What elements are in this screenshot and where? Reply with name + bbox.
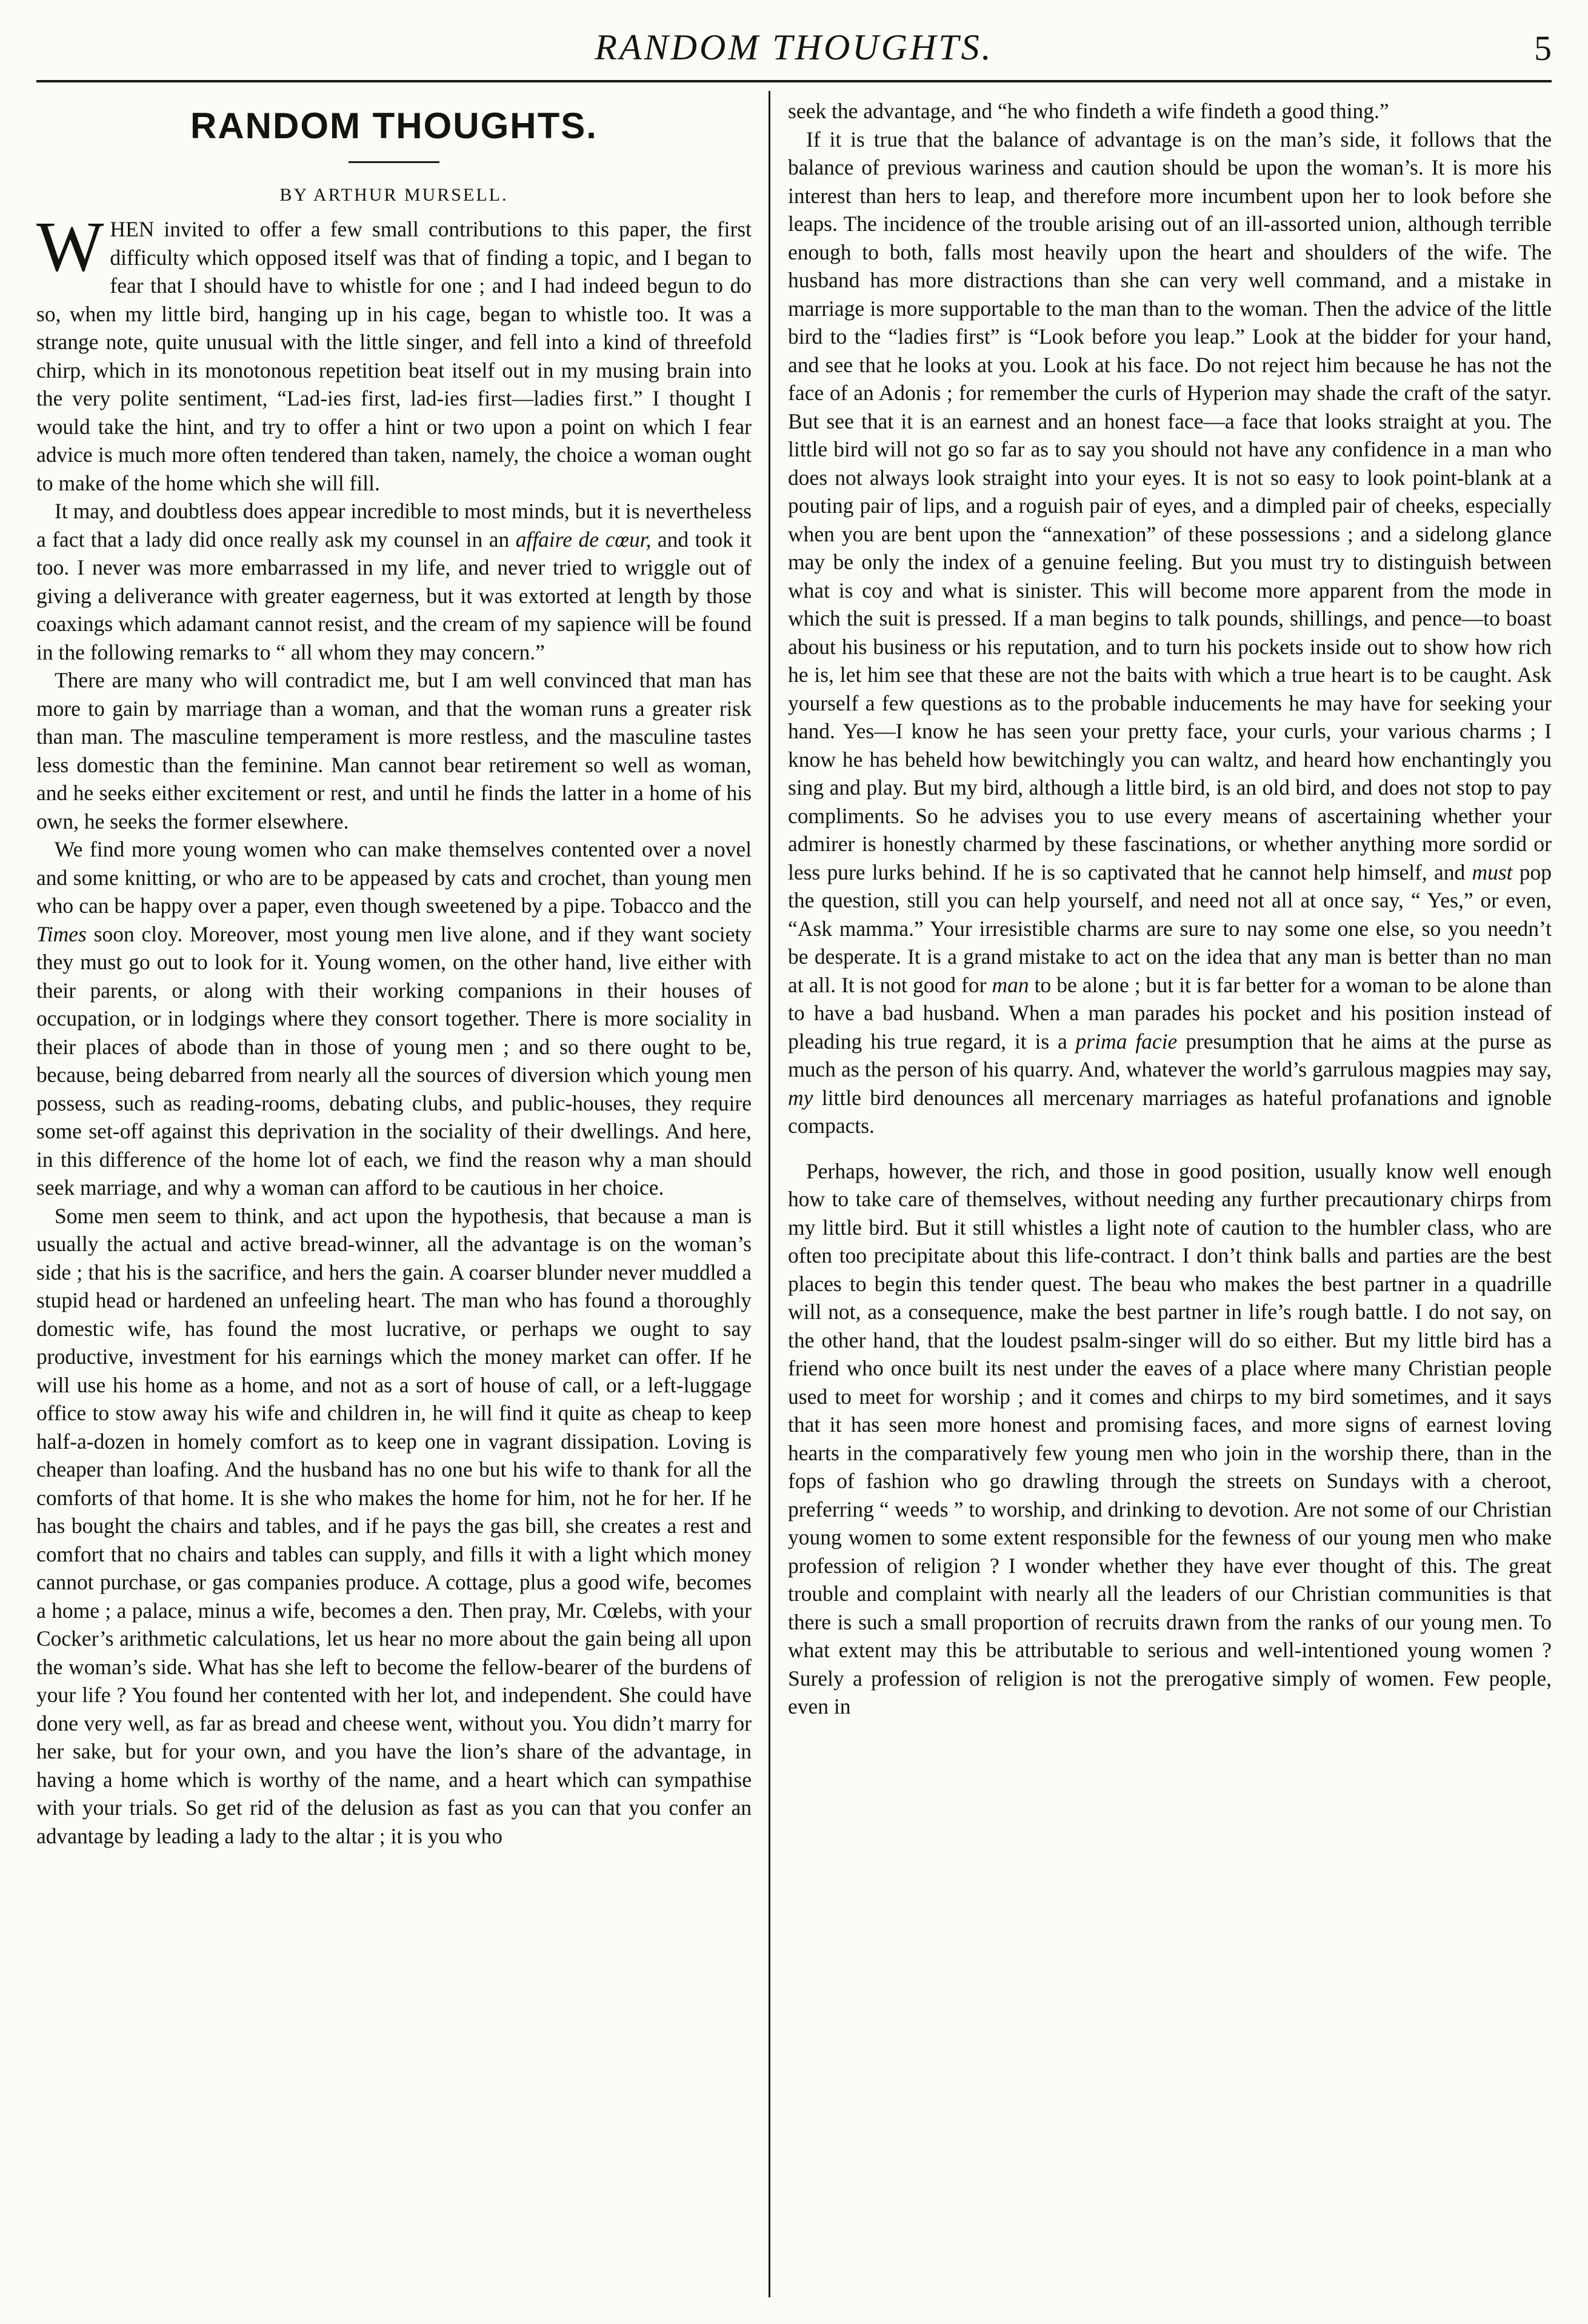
paragraph-7-text-d: presumption that he aims at the purse as much as the person of his quarry. And, whatever the world’s garrulous magpies may say, xyxy=(788,1029,1552,1081)
paragraph-4-text-b: soon cloy. Moreover, most young men live alone, and if they want society they must go out to look for it. Young women, on the other hand, live either with their parents, or along with their working companions in their houses of occupation, or in lodgings where they consort together. There is more sociality in their places of abode than in those of young men ; and so there ought to be, because, being debarred from nearly all the sources of diversion which young men possess, such as reading-rooms, debating clubs, and public-houses, they require some set-off against this deprivation in the sociality of their dwellings. And here, in this difference of the home lot of each, we find the reason why a man should seek marriage, and why a woman can afford to be cautious in her choice. xyxy=(36,921,752,1200)
paragraph-4 xyxy=(36,835,752,1202)
left-column xyxy=(36,97,752,2285)
paragraph-7-italic-4: my xyxy=(788,1085,813,1110)
paragraph-7-text-b: pop the question, still you can help yourself, and need not all at once say, “ Yes,” or even, “Ask mamma.” Your irresistible charms are sure to nay some one else, so you needn’t be desperate. It is a grand mistake to act on the idea that any man is better than no man at all. It is not good for xyxy=(788,860,1552,997)
right-column xyxy=(788,97,1552,2285)
page-number: 5 xyxy=(1534,28,1552,68)
paragraph-5: Some men seem to think, and act upon the hypothesis, that because a man is usually the actual and active bread-winner, all the advantage is on the woman’s side ; that his is the sacrifice, and hers the gain. A coarser blunder never muddled a stupid head or hardened an unfeeling heart. The man who has found a thoroughly domestic wife, has found the most lucrative, or perhaps we ought to say productive, investment for his earnings which the money market can offer. If he will use his home as a home, and not as a sort of house of call, or a left-luggage office to stow away his wife and children in, he will find it quite as cheap to keep half-a-dozen in homely comfort as to keep one in vagrant dissipation. Loving is cheaper than loafing. And the husband has no one but his wife to thank for all the comforts of that home. It is she who makes the home for him, not he for her. If he has bought the chairs and tables, and if he pays the gas bill, she creates a rest and comfort that no chairs and tables can supply, and fills it with a light which money cannot purchase, or gas companies produce. A cottage, plus a good wife, becomes a home ; a palace, minus a wife, becomes a den. Then pray, Mr. Cœlebs, with your Cocker’s arithmetic calculations, let us hear no more about the gain being all upon the woman’s side. What has she left to become the fellow-bearer of the burdens of your life ? You found her contented with her lot, and independent. She could have done very well, as far as bread and cheese went, without you. You didn’t marry for her sake, but for your own, and you have the lion’s share of the advantage, in having a home which is worthy of the name, and a heart which can sympathise with your trials. So get rid of the delusion as fast as you can that you confer an advantage by leading a lady to the altar ; it is you who xyxy=(36,1203,752,1848)
paragraph-7-italic-2: man xyxy=(992,972,1029,997)
paragraph-7-text-e: little bird denounces all mercenary marriages as hateful profanations and ignoble compacts. xyxy=(788,1085,1552,1138)
paragraph-4-text-a: We find more young women who can make themselves contented over a novel and some knitting, or who are to be appeased by cats and crochet, than young men who can be happy over a paper, even though sweetened by a pipe. Tobacco and the xyxy=(36,837,752,918)
article-title: RANDOM THOUGHTS. xyxy=(190,105,598,146)
paragraph-2 xyxy=(36,497,752,666)
paragraph-2-text-b: and took it too. I never was more embarrassed in my life, and never tried to wriggle out of giving a deliverance with greater eagerness, but it was extorted at length by those coaxings which adamant cannot resist, and the cream of my sapience will be found in the following remarks to “ all whom they may concern.” xyxy=(36,527,752,664)
paragraph-7-italic-1: must xyxy=(1472,860,1513,884)
byline: BY ARTHUR MURSELL. xyxy=(279,185,509,205)
running-head xyxy=(36,23,1552,84)
running-title: RANDOM THOUGHTS. xyxy=(595,27,993,67)
column-rule xyxy=(769,91,770,2297)
title-rule xyxy=(349,161,439,163)
paragraph-7-text-a: If it is true that the balance of advantage is on the man’s side, it follows that the balance of previous wariness and caution should be upon the woman’s. It is more his interest than hers to leap, and therefore more incumbent upon her to look before she leaps. The incidence of the trouble arising out of an ill-assorted union, although terrible enough to both, falls most heavily upon the heart and shoulders of the wife. The husband has more distractions than she can very well command, and a mistake in marriage is more supportable to the man than to the woman. Then the advice of the little bird to the “ladies first” is “Look before you leap.” Look at the bidder for your hand, and see that he looks at you. Look at his face. Do not reject him because he has not the face of an Adonis ; for remember the curls of Hyperion may shade the craft of the satyr. But see that it is an earnest and an honest face—a face that looks straight at you. The little bird will not go so far as to say you should not have any confidence in a man who does not always look straight into your eyes. It is not so easy to look point-blank at a pouting pair of lips, and a roguish pair of eyes, and a dimpled pair of cheeks, especially when you are bent upon the “annexation” of these possessions ; and a sidelong glance may be only the index of a genuine feeling. But you must try to distinguish between what is coy and what is sinister. This will become more apparent from the mode in which the suit is pressed. If a man begins to talk pounds, shillings, and pence—to boast about his business or his reputation, and to turn his pockets inside out to show how rich he is, let him see that these are not the baits with which a true heart is to be caught. Ask yourself a few questions as to the probable inducements he may have for seeking your hand. Yes—I know he has seen your pretty face, your curls, your various charms ; I know he has beheld how bewitchingly you can waltz, and heard how enchantingly you sing and play. But my bird, although a little bird, is an old bird, and does not stop to pay compliments. So he advises you to use every means of ascertaining whether your admirer is honestly charmed by these fascinations, or whether anything more sordid or less pure lurks behind. If he is so captivated that he cannot help himself, and xyxy=(788,127,1552,884)
paragraph-4-italic: Times xyxy=(36,921,87,946)
paragraph-7 xyxy=(788,125,1552,1140)
paragraph-6: seek the advantage, and “he who findeth a wife findeth a good thing.” xyxy=(788,99,1389,123)
header-rule xyxy=(36,80,1552,82)
paragraph-2-italic: affaire de cœur, xyxy=(515,527,652,552)
paragraph-1 xyxy=(36,207,752,497)
drop-cap: W xyxy=(36,207,104,286)
paragraph-2-text-a: It may, and doubtless does appear incredible to most minds, but it is nevertheless a fact that a lady did once really ask my counsel in an xyxy=(36,499,752,552)
paragraph-7-text-c: to be alone ; but it is far better for a woman to be alone than to have a bad husband. When a man parades his pocket and his position instead of pleading his true regard, it is a xyxy=(788,972,1552,1053)
paragraph-7-italic-3: prima facie xyxy=(1075,1029,1178,1053)
paragraph-1-text: HEN invited to offer a few small contributions to this paper, the first difficulty which opposed itself was that of finding a topic, and I began to fear that I should have to whistle for one ; and I had indeed begun to do so, when my little bird, hanging up in his cage, began to whistle too. It was a strange note, quite unusual with the little singer, and fell into a kind of threefold chirp, which in its monotonous repetition beat itself out in my musing brain into the very polite sentiment, “Lad-ies first, lad-ies first—ladies first.” I thought I would take the hint, and try to offer a hint or two upon a point on which I fear advice is much more often tendered than taken, namely, the choice a woman ought to make of the home which she will fill. xyxy=(36,217,752,495)
paragraph-3: There are many who will contradict me, but I am well convinced that man has more to gain by marriage than a woman, and that the woman runs a greater risk than man. The masculine temperament is more restless, and the masculine tastes less domestic than the feminine. Man cannot bear retirement so well as woman, and he seeks either excitement or rest, and until he finds the latter in a home of his own, he seeks the former elsewhere. xyxy=(36,668,752,833)
paragraph-8: Perhaps, however, the rich, and those in good position, usually know well enough how to take care of themselves, without needing any further precautionary chirps from my little bird. But it still whistles a light note of caution to the humbler class, who are often too precipitate about this life-contract. I don’t think balls and parties are the best places to begin this tender quest. The beau who makes the best partner in a quadrille will not, as a consequence, make the best partner in life’s rough battle. I do not say, on the other hand, that the loudest psalm-singer will do so either. But my little bird has a friend who once built its nest under the eaves of a place where many Christian people used to meet for worship ; and it comes and chirps to my bird sometimes, and it says that it has seen more honest and promising faces, and more signs of earnest loving hearts in the comparatively few young men who join in the worship there, than in the fops of fashion who go drawling through the streets on Sundays with a cheroot, preferring “ weeds ” to worship, and drinking to devotion. Are not some of our Christian young women to some extent responsible for the fewness of our young men who make profession of religion ? I wonder whether they have ever thought of this. The great trouble and complaint with nearly all the leaders of our Christian communities is that there is such a small proportion of recruits drawn from the ranks of our young men. To what extent may this be attributable to serious and well-intentioned young women ? Surely a profession of religion is not the prerogative simply of women. Few people, even in xyxy=(788,1158,1552,1718)
